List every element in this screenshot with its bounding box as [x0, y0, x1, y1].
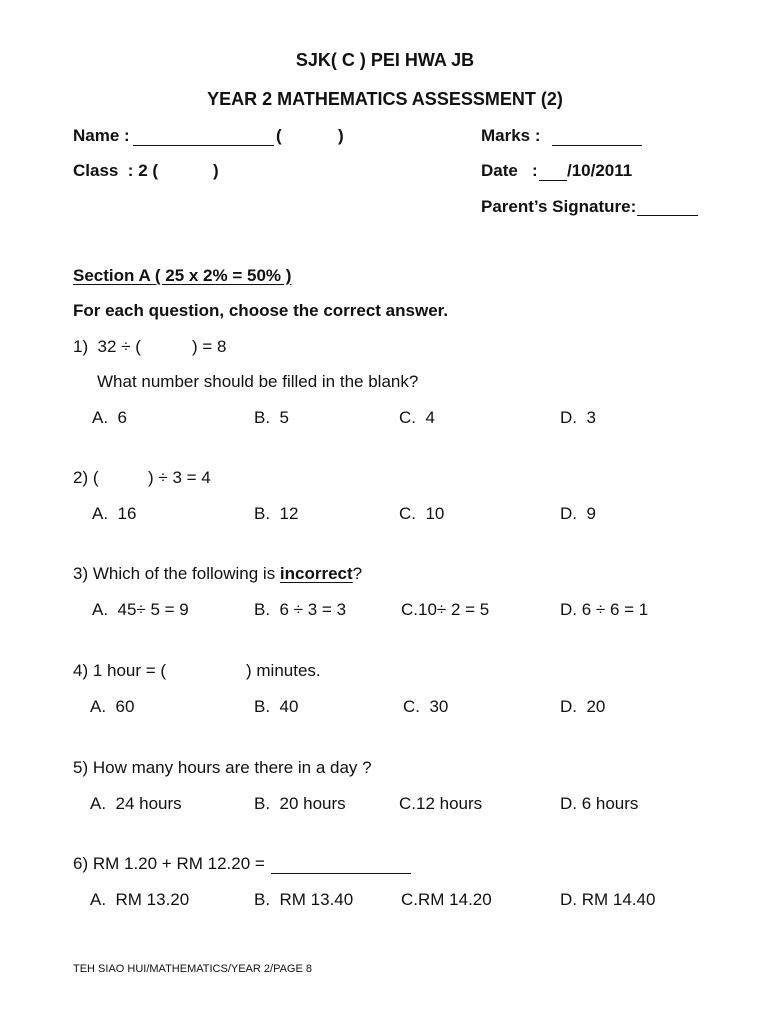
- question-6-stem: 6) RM 1.20 + RM 12.20 =: [73, 854, 265, 873]
- question-2-option-a[interactable]: A. 16: [92, 504, 137, 523]
- name-paren-open: (: [276, 126, 282, 145]
- question-3-stem: [73, 564, 362, 584]
- question-4-option-b[interactable]: B. 40: [254, 697, 299, 716]
- name-label: Name :: [73, 126, 130, 145]
- section-instruction: For each question, choose the correct answer.: [73, 301, 449, 320]
- question-2-option-b[interactable]: B. 12: [254, 504, 299, 523]
- question-1-stem-a: 1) 32 ÷ (: [73, 337, 141, 356]
- question-1-option-b[interactable]: B. 5: [254, 408, 289, 427]
- question-2-option-c[interactable]: C. 10: [399, 504, 445, 523]
- marks-label: Marks :: [481, 126, 541, 145]
- question-5-option-c[interactable]: C.12 hours: [399, 794, 483, 813]
- question-5-option-d[interactable]: D. 6 hours: [560, 794, 639, 813]
- page-footer: TEH SIAO HUI/MATHEMATICS/YEAR 2/PAGE 8: [73, 963, 312, 975]
- school-name: SJK( C ) PEI HWA JB: [295, 50, 475, 70]
- class-label: Class : 2 (: [73, 161, 159, 180]
- question-3-option-d[interactable]: D. 6 ÷ 6 = 1: [560, 600, 649, 619]
- date-label: Date :: [481, 161, 538, 180]
- question-6-option-c[interactable]: C.RM 14.20: [401, 890, 492, 909]
- section-title: Section A ( 25 x 2% = 50% ): [73, 266, 292, 285]
- question-4-option-c[interactable]: C. 30: [403, 697, 449, 716]
- class-paren-close: ): [213, 161, 219, 180]
- question-6-answer-blank: [271, 873, 411, 874]
- date-value: /10/2011: [567, 161, 633, 180]
- question-3-stem-b: ?: [352, 564, 363, 583]
- name-blank: [133, 145, 274, 146]
- question-1-subtext: What number should be filled in the blank?: [97, 372, 419, 391]
- signature-blank: [637, 215, 698, 216]
- marks-blank: [552, 145, 642, 146]
- question-1-option-c[interactable]: C. 4: [399, 408, 435, 427]
- question-5-option-a[interactable]: A. 24 hours: [90, 794, 182, 813]
- question-3-emphasis: incorrect: [279, 564, 353, 583]
- question-6-option-a[interactable]: A. RM 13.20: [90, 890, 190, 909]
- question-4-option-d[interactable]: D. 20: [560, 697, 606, 716]
- date-day-blank: [539, 180, 567, 181]
- question-4-stem-a: 4) 1 hour = (: [73, 661, 167, 680]
- question-5-option-b[interactable]: B. 20 hours: [254, 794, 346, 813]
- question-1-option-a[interactable]: A. 6: [92, 408, 127, 427]
- question-2-option-d[interactable]: D. 9: [560, 504, 596, 523]
- question-3-option-c[interactable]: C.10÷ 2 = 5: [401, 600, 490, 619]
- question-4-stem-b: ) minutes.: [246, 661, 321, 680]
- question-1-stem-b: ) = 8: [192, 337, 227, 356]
- question-1-option-d[interactable]: D. 3: [560, 408, 596, 427]
- question-2-stem-b: ) ÷ 3 = 4: [148, 468, 211, 487]
- question-3-stem-a: 3) Which of the following is: [73, 564, 280, 583]
- assessment-title: YEAR 2 MATHEMATICS ASSESSMENT (2): [207, 89, 563, 109]
- question-2-stem-a: 2) (: [73, 468, 99, 487]
- question-3-option-a[interactable]: A. 45÷ 5 = 9: [92, 600, 189, 619]
- question-4-option-a[interactable]: A. 60: [90, 697, 135, 716]
- question-3-option-b[interactable]: B. 6 ÷ 3 = 3: [254, 600, 347, 619]
- name-paren-close: ): [338, 126, 344, 145]
- question-6-option-b[interactable]: B. RM 13.40: [254, 890, 354, 909]
- question-6-option-d[interactable]: D. RM 14.40: [560, 890, 656, 909]
- parent-signature-label: Parent’s Signature:: [481, 197, 637, 216]
- question-5-stem: 5) How many hours are there in a day ?: [73, 758, 372, 777]
